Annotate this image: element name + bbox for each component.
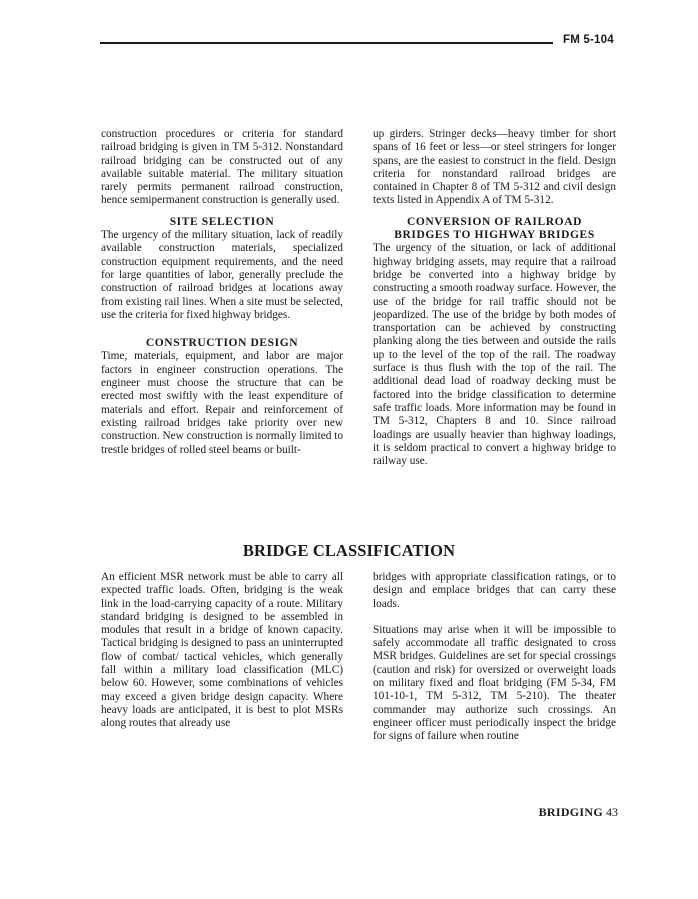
document-id: FM 5-104	[563, 34, 614, 46]
footer-section-name: BRIDGING	[538, 805, 603, 819]
page-number: 43	[606, 805, 618, 819]
special-crossings-paragraph: Situations may arise when it will be impossible to safely accommodate all traffic designated to cross MSR bridges. Guidelines are set for special crossings (caution and risk) for oversized or overweight loads on military fixed and float bridging (FM 5-34, FM 101-10-1, TM 5-312, TM 5-210). The theater commander may authorize such crossings. An engineer officer must periodically inspect the bridge for signs of failure when routine	[373, 623, 616, 743]
classification-continued: bridges with appropriate classification ratings, or to design and emplace bridges that can carry these loads.	[373, 571, 616, 610]
left-column-bottom	[101, 571, 343, 731]
conversion-text: The urgency of the situation, or lack of additional highway bridging assets, may require that a railroad bridge be converted into a highway bridge by constructing a smooth roadway surface. However, the use of the bridge for rail traffic should not be jeopardized. The use of the bridge by both modes of transportation can be achieved by constructing planking along the ties between and outside the rails up to the level of the top of the rail. The roadway surface is thus flush with the top of the rail. The additional dead load of roadway decking must be factored into the bridge classification to determine safe traffic loads. More information may be found in TM 5-312, Chapters 8 and 10. Since railroad loadings are usually heavier than highway loadings, it is seldom practical to convert a highway bridge to railway use.	[373, 242, 616, 468]
page-footer	[539, 805, 618, 820]
section-title: BRIDGE CLASSIFICATION	[242, 541, 456, 560]
girders-paragraph: up girders. Stringer decks—heavy timber for short spans of 16 feet or less—or steel stringers for longer spans, are the easiest to construct in the field. Design criteria for nonstandard railroad bridges are contained in Chapter 8 of TM 5-312 and civil design texts listed in Appendix A of TM 5-312.	[373, 128, 616, 207]
construction-design-heading: CONSTRUCTION DESIGN	[145, 337, 299, 350]
construction-design-text: Time, materials, equipment, and labor are major factors in engineer construction operations. The engineer must choose the structure that can be erected most swiftly with the least expenditure of materials and effort. Repair and reinforcement of existing railroad bridges take priority over new construction. New construction is normally limited to trestle bridges of rolled steel beams or built-	[101, 350, 343, 456]
site-selection-text: The urgency of the military situation, lack of readily available construction materials, specialized construction equipment requirements, and the need for large quantities of labor, generally preclude the construction of railroad bridges at locations away from existing rail lines. When a site must be selected, use the criteria for fixed highway bridges.	[101, 229, 343, 321]
conversion-heading-line2: BRIDGES TO HIGHWAY BRIDGES	[394, 229, 595, 242]
right-column-bottom	[373, 571, 616, 744]
left-column-top	[101, 128, 343, 457]
site-selection-heading: SITE SELECTION	[169, 215, 275, 228]
header-rule	[100, 42, 553, 44]
intro-paragraph: construction procedures or criteria for standard railroad bridging is given in TM 5-312. Nonstandard railroad bridging can be constructed out of any available suitable material. The military situation rarely permits permanent railroad construction, hence semipermanent construction is generally used.	[101, 128, 343, 207]
right-column-top	[373, 128, 616, 468]
conversion-heading-line1: CONVERSION OF RAILROAD	[406, 215, 583, 228]
classification-paragraph: An efficient MSR network must be able to carry all expected traffic loads. Often, bridging is the weak link in the load-carrying capacity of a route. Military standard bridging is designed to be assembled in modules that result in a bridge of known capacity. Tactical bridging is designed to pass an uninterrupted flow of combat/ tactical vehicles, which generally fall within a military load classification (MLC) below 60. However, some combinations of vehicles may exceed a given bridge design capacity. Where heavy loads are anticipated, it is best to plot MSRs along routes that already use	[101, 571, 343, 730]
